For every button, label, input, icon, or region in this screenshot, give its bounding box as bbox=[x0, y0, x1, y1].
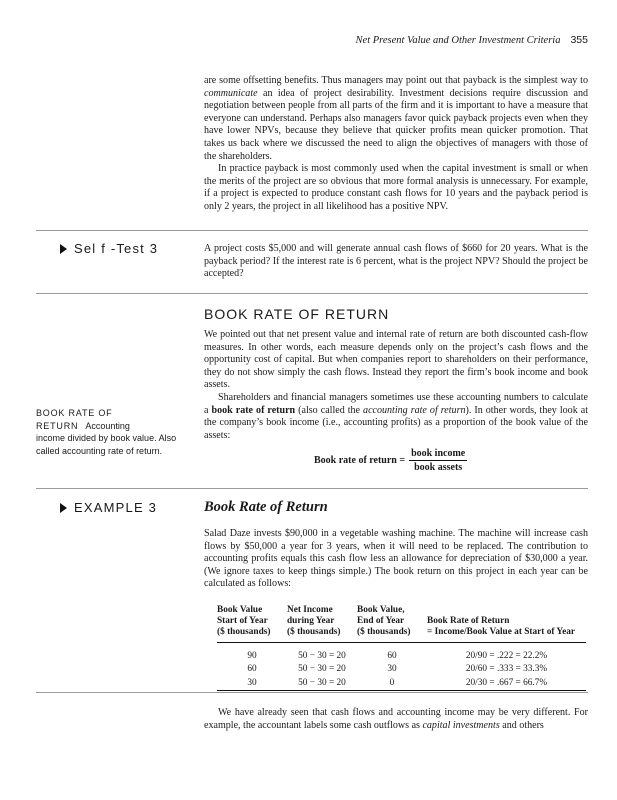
example-paragraph: Salad Daze invests $90,000 in a vegetable washing machine. The machine will increase cash flows by $50,000 a year for 3 years, when it will need to be replaced. The contribution to accounting profits equals this cash flow less an allowance for depreciation of $30,000 a year. (We ignore taxes to keep things simple.) The book return on this project in each year can be calculated as follows: bbox=[204, 528, 588, 590]
margin-definition-text: income divided by book value. Also called accounting rate of return. bbox=[36, 433, 177, 456]
self-test-question: A project costs $5,000 and will generate annual cash flows of $660 for 20 years. What is the payback period? If the interest rate is 6 percent, what is the project NPV? Should the project be accepted? bbox=[204, 243, 588, 280]
table-header-row bbox=[217, 604, 586, 638]
section-body bbox=[204, 329, 588, 442]
margin-term: RETURN bbox=[36, 420, 79, 431]
page-number: 355 bbox=[570, 34, 588, 46]
intro-paragraph-1: are some offsetting benefits. Thus managers may point out that payback is the simplest way to communicate an idea of project desirability. Investment decisions require discussion and negotiation between people from all parts of the firm and it is important to have a measure that everyone can understand. Perhaps also managers favor quick payback projects even when they have lower NPVs, because they believe that quicker profits mean quicker promotion. That takes us back where we discussed the need to align the objectives of managers with those of the shareholders. bbox=[204, 75, 588, 162]
column-header: Book Rate of Return = Income/Book Value at Start of Year bbox=[427, 616, 576, 637]
table-row: 90 50 − 30 = 20 60 20/90 = .222 = 22.2% bbox=[247, 650, 548, 661]
self-test-label: Sel f -Test 3 bbox=[60, 241, 158, 256]
book-return-table bbox=[217, 604, 586, 691]
table-row: 60 50 − 30 = 20 30 20/60 = .333 = 33.3% bbox=[247, 664, 548, 675]
table-row: 30 50 − 30 = 20 0 20/30 = .667 = 66.7% bbox=[217, 676, 586, 690]
triangle-marker-icon bbox=[60, 244, 67, 254]
running-title: Net Present Value and Other Investment Criteria bbox=[355, 35, 561, 46]
closing-paragraph: We have already seen that cash flows and accounting income may be very different. For example, the accountant labels some cash outflows as capital investments and others bbox=[204, 707, 588, 731]
intro-paragraph-2: In practice payback is most commonly used when the capital investment is small or when the merits of the project are so obvious that more formal analysis is unnecessary. For example, if a project is expected to produce constant cash flows for 10 years and the payback period is only 2 years, the project in all likelihood has a positive NPV. bbox=[204, 163, 588, 212]
divider-rule bbox=[36, 230, 588, 231]
intro-text bbox=[204, 75, 588, 214]
column-header: Book Value, End of Year ($ thousands) bbox=[357, 605, 411, 637]
book-rate-formula: Book rate of return = $\frac{\text{book income}}{\text{book assets}}$ bbox=[314, 448, 466, 473]
example-label: EXAMPLE 3 bbox=[60, 500, 157, 515]
section-paragraph-2: Shareholders and financial managers sometimes use these accounting numbers to calculate a book rate of return (also called the accounting rate of return). In other words, they look at the company’s book income (i.e., accounting profits) as a proportion of the book value of the assets: bbox=[204, 391, 588, 441]
formula-fraction: $\frac{\text{book income}}{\text{book assets}}$ bbox=[411, 448, 466, 473]
example-title: Book Rate of Return bbox=[204, 499, 328, 515]
column-header: Book Value Start of Year ($ thousands) bbox=[217, 605, 271, 637]
section-paragraph-1: We pointed out that net present value and internal rate of return are both discounted cash-flow measures. In other words, each measure depends only on the project’s cash flows and the opportunity cost of capital. But when companies report to shareholders on their performance, they do not show simply the cash flows. Instead they report the firm’s book income and book assets. bbox=[204, 329, 588, 391]
divider-rule bbox=[36, 692, 588, 693]
margin-definition: BOOK RATE OF RETURN Accounting income divided by book value. Also called accounting rate of return. bbox=[36, 407, 186, 457]
running-header bbox=[0, 34, 588, 46]
divider-rule bbox=[36, 293, 588, 294]
column-header: Net Income during Year ($ thousands) bbox=[287, 605, 341, 637]
triangle-marker-icon bbox=[60, 503, 67, 513]
divider-rule bbox=[36, 488, 588, 489]
section-heading: BOOK RATE OF RETURN bbox=[204, 306, 390, 322]
margin-term: BOOK RATE OF bbox=[36, 408, 113, 418]
